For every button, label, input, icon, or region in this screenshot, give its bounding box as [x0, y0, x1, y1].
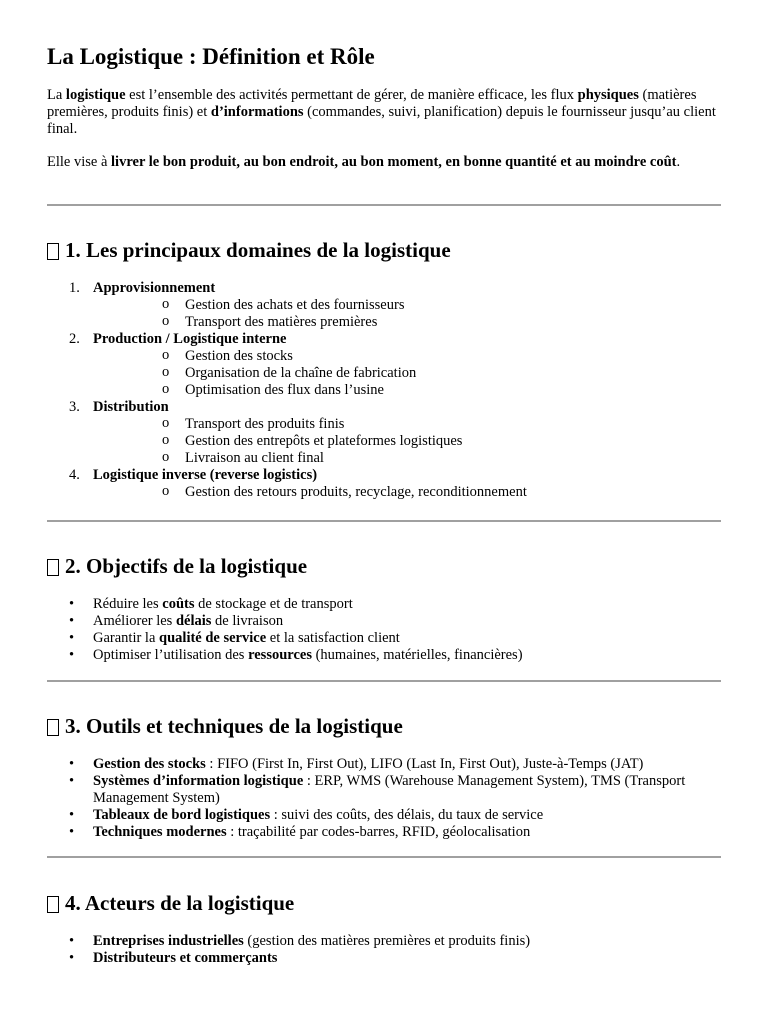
objective-list [47, 596, 727, 664]
text-run: La [47, 87, 66, 103]
bold-term: Systèmes d’information logistique [93, 773, 304, 789]
bold-term: Gestion des stocks [93, 756, 206, 772]
section-1-heading [47, 238, 727, 262]
section-3-list [47, 756, 727, 841]
bullet-marker: • [69, 613, 75, 629]
sub-item [93, 450, 727, 467]
tools-list [47, 756, 727, 841]
document-title: La Logistique : Définition et Rôle [47, 44, 375, 69]
divider [47, 204, 721, 206]
divider [47, 856, 721, 858]
bullet-marker: • [69, 950, 75, 966]
bullet-item [47, 613, 727, 630]
sub-list [93, 348, 727, 399]
text-run: Elle vise à [47, 154, 112, 170]
text-run: Réduire les [93, 596, 163, 612]
section-title: 3. Outils et techniques de la logistique [65, 714, 403, 738]
bullet-marker: • [69, 807, 75, 823]
domain-item [47, 467, 727, 501]
bullet-marker: • [69, 824, 75, 840]
domain-label: Distribution [93, 399, 169, 415]
intro-paragraph-1 [47, 87, 727, 138]
section-2-list [47, 596, 727, 664]
bullet-item [47, 630, 727, 647]
document-title-block [47, 44, 727, 70]
term-logistique: logistique [65, 87, 126, 103]
bold-term: Distributeurs et commerçants [93, 950, 278, 966]
missing-glyph-icon [47, 559, 59, 576]
sub-list [93, 297, 727, 331]
sub-item-text: Optimisation des flux dans l’usine [185, 382, 384, 398]
bullet-marker: • [69, 596, 75, 612]
sub-bullet-marker: o [162, 415, 170, 431]
bullet-marker: • [69, 647, 75, 663]
bold-term: délais [175, 613, 212, 629]
actors-list [47, 933, 727, 967]
item-number: 4. [69, 467, 80, 483]
bullet-marker: • [69, 773, 75, 789]
sub-item [93, 416, 727, 433]
sub-list [93, 416, 727, 467]
sub-bullet-marker: o [162, 449, 170, 465]
missing-glyph-icon [47, 719, 59, 736]
bullet-marker: • [69, 933, 75, 949]
bold-term: Techniques modernes [93, 824, 227, 840]
sub-item-text: Livraison au client final [185, 450, 324, 466]
intro-paragraph-2 [47, 154, 727, 171]
sub-item [93, 314, 727, 331]
text-run: (humaines, matérielles, financières) [311, 647, 523, 663]
text-run: Garantir la [93, 630, 160, 646]
sub-bullet-marker: o [162, 364, 170, 380]
text-run: est l’ensemble des activités permettant de gérer, de manière efficace, les flux [125, 87, 578, 103]
sub-item-text: Gestion des stocks [185, 348, 293, 364]
sub-bullet-marker: o [162, 432, 170, 448]
sub-item-text: Organisation de la chaîne de fabrication [185, 365, 417, 381]
sub-item-text: Gestion des achats et des fournisseurs [185, 297, 405, 313]
bold-term: Entreprises industrielles [93, 933, 244, 949]
section-title: 2. Objectifs de la logistique [65, 554, 308, 578]
text-run: de livraison [211, 613, 284, 629]
section-1-list [47, 280, 727, 501]
bullet-marker: • [69, 756, 75, 772]
section-title: 4. Acteurs de la logistique [65, 891, 295, 915]
section-4-heading [47, 891, 727, 915]
divider [47, 520, 721, 522]
text-run: : ERP, WMS (Warehouse Management System), TMS (Transport Management System) [93, 773, 686, 806]
text-run: : traçabilité par codes-barres, RFID, géolocalisation [226, 824, 531, 840]
domain-item [47, 280, 727, 331]
bullet-item [47, 596, 727, 613]
sub-bullet-marker: o [162, 313, 170, 329]
text-run: Améliorer les [93, 613, 176, 629]
sub-bullet-marker: o [162, 381, 170, 397]
text-run: : FIFO (First In, First Out), LIFO (Last In, First Out), Juste-à-Temps (JAT) [205, 756, 644, 772]
bullet-item [47, 647, 727, 664]
sub-item [93, 433, 727, 450]
domain-item [47, 331, 727, 399]
bold-term: qualité de service [159, 630, 267, 646]
text-run: (gestion des matières premières et produits finis) [243, 933, 531, 949]
missing-glyph-icon [47, 896, 59, 913]
domain-label: Approvisionnement [93, 280, 216, 296]
divider [47, 680, 721, 682]
text-run: Optimiser l’utilisation des [93, 647, 249, 663]
domain-item [47, 399, 727, 467]
text-run: . [676, 154, 681, 170]
bullet-item [47, 807, 727, 824]
sub-item [93, 365, 727, 382]
missing-glyph-icon [47, 243, 59, 260]
sub-item-text: Transport des produits finis [185, 416, 345, 432]
item-number: 2. [69, 331, 80, 347]
bullet-item [47, 824, 727, 841]
item-number: 1. [69, 280, 80, 296]
text-run: (commandes, suivi, planification) depuis le fournisseur jusqu’au client final. [47, 104, 716, 137]
domain-label: Production / Logistique interne [93, 331, 287, 347]
sub-item-text: Gestion des entrepôts et plateformes logistiques [185, 433, 463, 449]
sub-item [93, 382, 727, 399]
sub-item-text: Transport des matières premières [185, 314, 378, 330]
domain-label: Logistique inverse (reverse logistics) [93, 467, 318, 483]
term-informations: d’informations [210, 104, 304, 120]
sub-item [93, 484, 727, 501]
bullet-item [47, 933, 727, 950]
bullet-item [47, 950, 727, 967]
sub-item [93, 297, 727, 314]
text-run: : suivi des coûts, des délais, du taux de service [270, 807, 544, 823]
sub-list [93, 484, 727, 501]
text-run: de stockage et de transport [194, 596, 353, 612]
section-4-list [47, 933, 727, 967]
bullet-item [47, 773, 727, 807]
text-run: et la satisfaction client [266, 630, 400, 646]
sub-bullet-marker: o [162, 296, 170, 312]
bold-term: coûts [162, 596, 195, 612]
section-title: 1. Les principaux domaines de la logistique [65, 238, 451, 262]
domain-list [47, 280, 727, 501]
bullet-item [47, 756, 727, 773]
section-3-heading [47, 714, 727, 738]
sub-item [93, 348, 727, 365]
sub-bullet-marker: o [162, 347, 170, 363]
sub-item-text: Gestion des retours produits, recyclage, reconditionnement [185, 484, 527, 500]
text-run: (matières premières, produits finis) et [47, 87, 697, 120]
term-objective: livrer le bon produit, au bon endroit, au bon moment, en bonne quantité et au moindre coût [111, 154, 677, 170]
section-2-heading [47, 554, 727, 578]
item-number: 3. [69, 399, 80, 415]
term-physiques: physiques [577, 87, 639, 103]
bold-term: Tableaux de bord logistiques [93, 807, 271, 823]
bold-term: ressources [248, 647, 312, 663]
bullet-marker: • [69, 630, 75, 646]
sub-bullet-marker: o [162, 483, 170, 499]
